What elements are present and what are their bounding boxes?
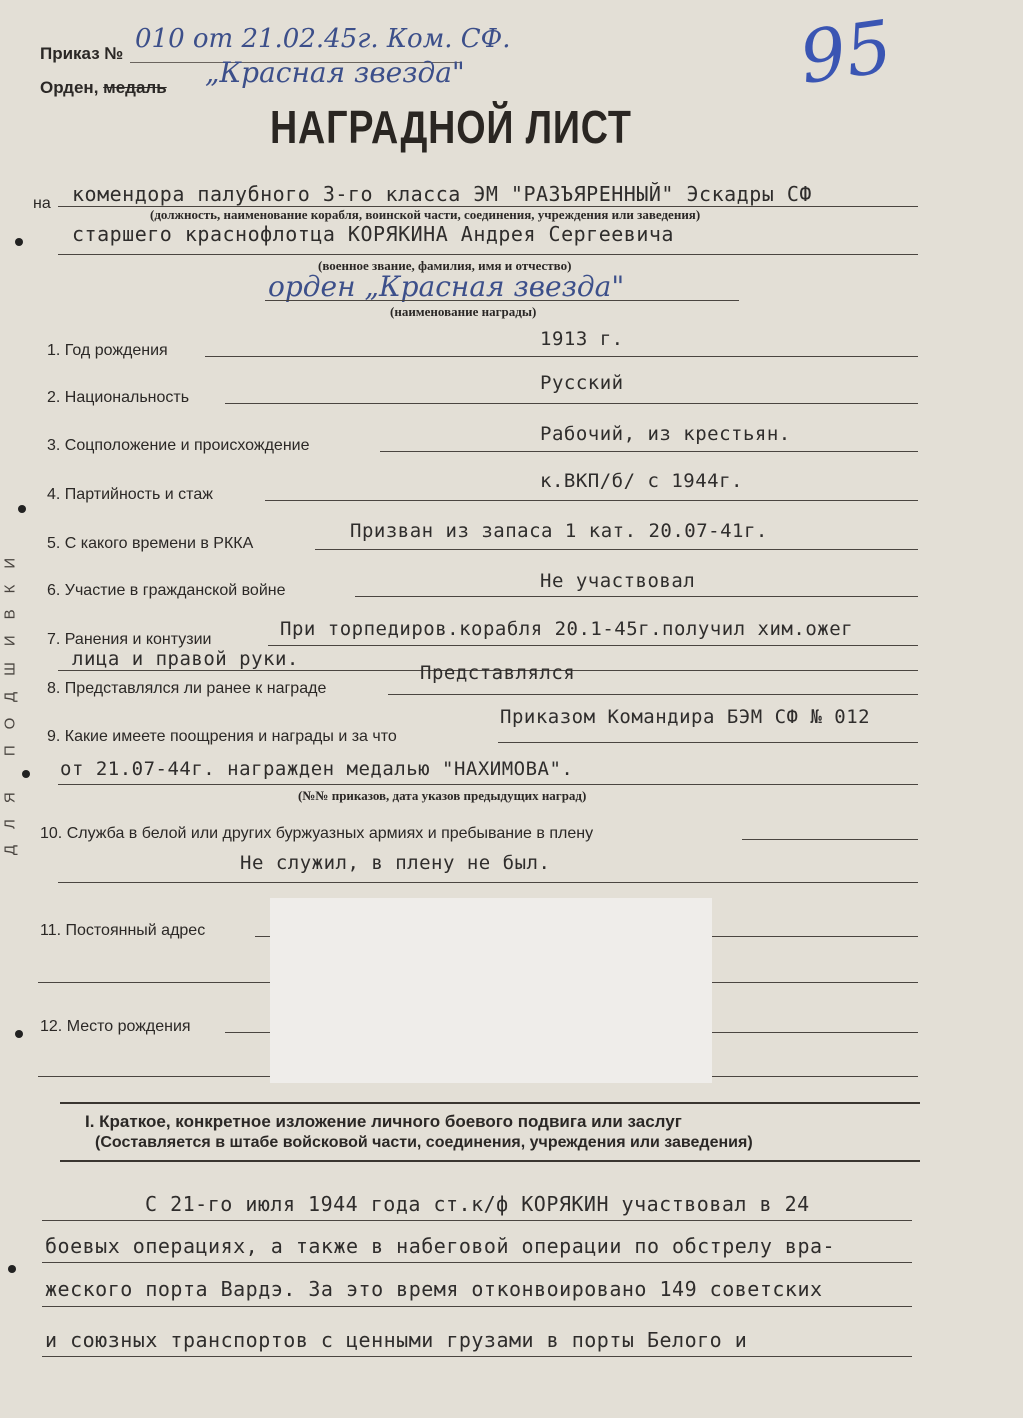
field-label-birthplace: 12. Место рождения (40, 1018, 191, 1035)
field-value-awards: Приказом Командира БЭМ СФ № 012 (500, 706, 871, 728)
redacted-area (270, 898, 712, 1083)
field-label-party: 4. Партийность и стаж (47, 486, 213, 503)
field-value-social: Рабочий, из крестьян. (540, 423, 791, 445)
award-type-label-struck: медаль (103, 78, 167, 97)
awards-caption: (№№ приказов, дата указов предыдущих наград) (298, 788, 587, 803)
field-value-wounds-cont: лица и правой руки. (72, 648, 299, 670)
section1-line-4: и союзных транспортов с ценными грузами в порты Белого и (45, 1328, 748, 1352)
order-value: 010 от 21.02.45г. Ком. СФ. (135, 24, 511, 54)
section1-subheading: (Составляется в штабе войсковой части, соединения, учреждения или заведения) (95, 1134, 753, 1151)
award-type-value: „Красная звезда" (205, 56, 465, 89)
field-value-birth-year: 1913 г. (540, 328, 624, 350)
field-label-address: 11. Постоянный адрес (40, 922, 206, 939)
section1-line-1: С 21-го июля 1944 года ст.к/ф КОРЯКИН участвовал в 24 (145, 1192, 810, 1216)
punch-hole (15, 238, 23, 246)
field-value-nationality: Русский (540, 372, 624, 394)
punch-hole (22, 770, 30, 778)
archive-number: 95 (794, 4, 898, 100)
order-label: Приказ № (40, 44, 124, 63)
field-value-civil-war: Не участвовал (540, 570, 696, 592)
field-value-wounds: При торпедиров.корабля 20.1-45г.получил хим.ожег (280, 618, 854, 640)
section1-line-3: жеского порта Вардэ. За это время отконвоировано 149 советских (45, 1277, 823, 1301)
section1-heading: I. Краткое, конкретное изложение личного боевого подвига или заслуг (85, 1112, 682, 1131)
field-value-previous: Представлялся (420, 662, 576, 684)
field-label-white-army: 10. Служба в белой или других буржуазных армиях и пребывание в плену (40, 825, 594, 842)
field-label-wounds: 7. Ранения и контузии (47, 631, 212, 648)
field-label-awards: 9. Какие имеете поощрения и награды и за что (47, 728, 397, 745)
award-type-label (40, 78, 167, 98)
rank-name-value: старшего краснофлотца КОРЯКИНА Андрея Сергеевича (72, 222, 674, 246)
punch-hole (18, 505, 26, 513)
field-label-nationality: 2. Национальность (47, 389, 190, 406)
field-value-awards-cont: от 21.07-44г. награжден медалью "НАХИМОВА". (60, 758, 574, 780)
field-label-rkka: 5. С какого времени в РККА (47, 535, 254, 552)
field-value-party: к.ВКП/б/ с 1944г. (540, 470, 743, 492)
award-caption: (наименование награды) (390, 304, 537, 319)
position-value: комендора палубного 3-го класса ЭМ "РАЗЪЯРЕННЫЙ" Эскадры СФ (72, 182, 812, 206)
na-label: на (33, 195, 51, 212)
field-label-social: 3. Соцположение и происхождение (47, 437, 310, 454)
recipient-award-value: орден „Красная звезда" (268, 270, 625, 303)
field-value-white-army: Не служил, в плену не был. (240, 852, 551, 874)
award-type-label-prefix: Орден, (40, 78, 99, 97)
punch-hole (15, 1030, 23, 1038)
rank-name-caption: (военное звание, фамилия, имя и отчество) (318, 258, 572, 273)
field-label-previous: 8. Представлялся ли ранее к награде (47, 680, 327, 697)
margin-text: ДЛЯ ПОДШИВКИ (1, 541, 19, 856)
field-value-rkka: Призван из запаса 1 кат. 20.07-41г. (350, 520, 768, 542)
field-label-birth-year: 1. Год рождения (47, 342, 168, 359)
page-title: НАГРАДНОЙ ЛИСТ (270, 101, 632, 153)
section1-line-2: боевых операциях, а также в набеговой операции по обстрелу вра- (45, 1234, 836, 1258)
position-caption: (должность, наименование корабля, воинской части, соединения, учреждения или заведения) (150, 207, 701, 222)
field-label-civil-war: 6. Участие в гражданской войне (47, 582, 286, 599)
punch-hole (8, 1265, 16, 1273)
